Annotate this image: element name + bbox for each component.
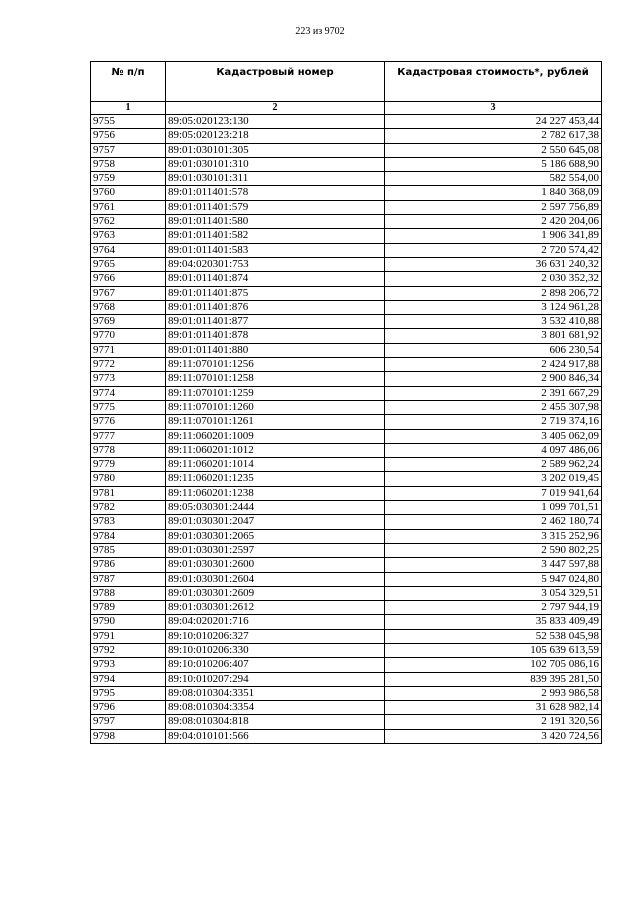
table-row bbox=[91, 215, 602, 229]
row-number-cell: 9770 bbox=[91, 329, 166, 343]
cadastral-number-cell: 89:01:030301:2065 bbox=[166, 529, 385, 543]
row-number-cell: 9768 bbox=[91, 300, 166, 314]
cadastral-number-cell: 89:11:070101:1260 bbox=[166, 400, 385, 414]
table-row bbox=[91, 372, 602, 386]
page-counter: 223 из 9702 bbox=[295, 26, 345, 37]
cadastral-value-cell: 1 906 341,89 bbox=[385, 229, 602, 243]
cadastral-value-cell: 3 315 252,96 bbox=[385, 529, 602, 543]
cadastral-number-cell: 89:01:011401:582 bbox=[166, 229, 385, 243]
cadastral-number-cell: 89:01:011401:875 bbox=[166, 286, 385, 300]
header-cadastral-number: Кадастровый номер bbox=[166, 62, 385, 102]
cadastral-number-cell: 89:01:030301:2604 bbox=[166, 572, 385, 586]
row-number-cell: 9755 bbox=[91, 115, 166, 129]
row-number-cell: 9772 bbox=[91, 358, 166, 372]
table-row bbox=[91, 329, 602, 343]
cadastral-number-cell: 89:04:010101:566 bbox=[166, 729, 385, 743]
column-number-row bbox=[91, 102, 602, 115]
row-number-cell: 9791 bbox=[91, 629, 166, 643]
table-row bbox=[91, 386, 602, 400]
table-row bbox=[91, 672, 602, 686]
row-number-cell: 9778 bbox=[91, 443, 166, 457]
table-row bbox=[91, 715, 602, 729]
table-row bbox=[91, 701, 602, 715]
cadastral-number-cell: 89:01:030301:2597 bbox=[166, 543, 385, 557]
cadastral-value-cell: 2 424 917,88 bbox=[385, 358, 602, 372]
table-row bbox=[91, 601, 602, 615]
column-number-2: 2 bbox=[166, 102, 385, 115]
table-row bbox=[91, 515, 602, 529]
table-header-row bbox=[91, 62, 602, 102]
cadastral-value-cell: 3 405 062,09 bbox=[385, 429, 602, 443]
row-number-cell: 9758 bbox=[91, 157, 166, 171]
table-row bbox=[91, 429, 602, 443]
table-row bbox=[91, 257, 602, 271]
row-number-cell: 9775 bbox=[91, 400, 166, 414]
row-number-cell: 9798 bbox=[91, 729, 166, 743]
cadastral-value-cell: 4 097 486,06 bbox=[385, 443, 602, 457]
row-number-cell: 9776 bbox=[91, 415, 166, 429]
row-number-cell: 9761 bbox=[91, 200, 166, 214]
cadastral-number-cell: 89:01:011401:579 bbox=[166, 200, 385, 214]
table-row bbox=[91, 300, 602, 314]
table-row bbox=[91, 286, 602, 300]
row-number-cell: 9792 bbox=[91, 643, 166, 657]
table-row bbox=[91, 543, 602, 557]
cadastral-number-cell: 89:01:030301:2609 bbox=[166, 586, 385, 600]
row-number-cell: 9759 bbox=[91, 172, 166, 186]
cadastral-value-cell: 2 797 944,19 bbox=[385, 601, 602, 615]
cadastral-number-cell: 89:10:010206:407 bbox=[166, 658, 385, 672]
cadastral-value-cell: 35 833 409,49 bbox=[385, 615, 602, 629]
row-number-cell: 9784 bbox=[91, 529, 166, 543]
row-number-cell: 9787 bbox=[91, 572, 166, 586]
row-number-cell: 9773 bbox=[91, 372, 166, 386]
cadastral-value-cell: 2 900 846,34 bbox=[385, 372, 602, 386]
table-row bbox=[91, 243, 602, 257]
row-number-cell: 9790 bbox=[91, 615, 166, 629]
cadastral-number-cell: 89:11:060201:1012 bbox=[166, 443, 385, 457]
row-number-cell: 9774 bbox=[91, 386, 166, 400]
row-number-cell: 9797 bbox=[91, 715, 166, 729]
cadastral-value-cell: 2 191 320,56 bbox=[385, 715, 602, 729]
cadastral-number-cell: 89:01:011401:876 bbox=[166, 300, 385, 314]
cadastral-value-cell: 24 227 453,44 bbox=[385, 115, 602, 129]
cadastral-value-cell: 2 782 617,38 bbox=[385, 129, 602, 143]
table-row bbox=[91, 157, 602, 171]
cadastral-number-cell: 89:04:020301:753 bbox=[166, 257, 385, 271]
cadastral-value-cell: 102 705 086,16 bbox=[385, 658, 602, 672]
cadastral-number-cell: 89:08:010304:3354 bbox=[166, 701, 385, 715]
table-row bbox=[91, 115, 602, 129]
table-row bbox=[91, 501, 602, 515]
row-number-cell: 9762 bbox=[91, 215, 166, 229]
cadastral-number-cell: 89:11:070101:1261 bbox=[166, 415, 385, 429]
cadastral-value-cell: 3 124 961,28 bbox=[385, 300, 602, 314]
table-row bbox=[91, 272, 602, 286]
row-number-cell: 9780 bbox=[91, 472, 166, 486]
table-row bbox=[91, 615, 602, 629]
row-number-cell: 9782 bbox=[91, 501, 166, 515]
cadastral-value-cell: 1 840 368,09 bbox=[385, 186, 602, 200]
row-number-cell: 9771 bbox=[91, 343, 166, 357]
cadastral-value-cell: 5 947 024,80 bbox=[385, 572, 602, 586]
cadastral-number-cell: 89:01:030301:2612 bbox=[166, 601, 385, 615]
cadastral-value-cell: 2 898 206,72 bbox=[385, 286, 602, 300]
cadastral-value-cell: 2 030 352,32 bbox=[385, 272, 602, 286]
table-row bbox=[91, 343, 602, 357]
cadastral-value-cell: 7 019 941,64 bbox=[385, 486, 602, 500]
column-number-1: 1 bbox=[91, 102, 166, 115]
cadastral-number-cell: 89:08:010304:3351 bbox=[166, 686, 385, 700]
cadastral-value-cell: 839 395 281,50 bbox=[385, 672, 602, 686]
cadastral-value-cell: 2 391 667,29 bbox=[385, 386, 602, 400]
table-row bbox=[91, 572, 602, 586]
cadastral-value-cell: 52 538 045,98 bbox=[385, 629, 602, 643]
cadastral-number-cell: 89:01:011401:874 bbox=[166, 272, 385, 286]
cadastral-number-cell: 89:01:011401:583 bbox=[166, 243, 385, 257]
cadastral-value-cell: 2 589 962,24 bbox=[385, 458, 602, 472]
table-row bbox=[91, 629, 602, 643]
table-row bbox=[91, 458, 602, 472]
cadastral-value-cell: 2 420 204,06 bbox=[385, 215, 602, 229]
cadastral-value-cell: 2 550 645,08 bbox=[385, 143, 602, 157]
header-row-number: № п/п bbox=[91, 62, 166, 102]
row-number-cell: 9760 bbox=[91, 186, 166, 200]
row-number-cell: 9763 bbox=[91, 229, 166, 243]
row-number-cell: 9764 bbox=[91, 243, 166, 257]
cadastral-number-cell: 89:01:030101:310 bbox=[166, 157, 385, 171]
table-row bbox=[91, 315, 602, 329]
cadastral-number-cell: 89:01:030301:2600 bbox=[166, 558, 385, 572]
table-row bbox=[91, 172, 602, 186]
cadastral-value-table bbox=[90, 61, 602, 744]
cadastral-value-cell: 2 462 180,74 bbox=[385, 515, 602, 529]
row-number-cell: 9765 bbox=[91, 257, 166, 271]
table-row bbox=[91, 586, 602, 600]
table-row bbox=[91, 529, 602, 543]
table-body bbox=[91, 115, 602, 744]
row-number-cell: 9793 bbox=[91, 658, 166, 672]
cadastral-number-cell: 89:05:030301:2444 bbox=[166, 501, 385, 515]
row-number-cell: 9769 bbox=[91, 315, 166, 329]
cadastral-number-cell: 89:05:020123:218 bbox=[166, 129, 385, 143]
cadastral-number-cell: 89:11:060201:1014 bbox=[166, 458, 385, 472]
cadastral-value-cell: 2 597 756,89 bbox=[385, 200, 602, 214]
cadastral-value-cell: 606 230,54 bbox=[385, 343, 602, 357]
cadastral-number-cell: 89:11:070101:1259 bbox=[166, 386, 385, 400]
row-number-cell: 9795 bbox=[91, 686, 166, 700]
table-row bbox=[91, 415, 602, 429]
row-number-cell: 9767 bbox=[91, 286, 166, 300]
table-row bbox=[91, 443, 602, 457]
cadastral-value-cell: 3 447 597,88 bbox=[385, 558, 602, 572]
cadastral-number-cell: 89:11:060201:1238 bbox=[166, 486, 385, 500]
row-number-cell: 9783 bbox=[91, 515, 166, 529]
row-number-cell: 9779 bbox=[91, 458, 166, 472]
cadastral-number-cell: 89:01:011401:880 bbox=[166, 343, 385, 357]
cadastral-value-cell: 2 590 802,25 bbox=[385, 543, 602, 557]
cadastral-value-cell: 1 099 701,51 bbox=[385, 501, 602, 515]
cadastral-value-cell: 5 186 688,90 bbox=[385, 157, 602, 171]
row-number-cell: 9786 bbox=[91, 558, 166, 572]
cadastral-value-cell: 2 993 986,58 bbox=[385, 686, 602, 700]
table-row bbox=[91, 129, 602, 143]
cadastral-number-cell: 89:01:011401:580 bbox=[166, 215, 385, 229]
table-row bbox=[91, 686, 602, 700]
table-row bbox=[91, 729, 602, 743]
cadastral-number-cell: 89:11:060201:1009 bbox=[166, 429, 385, 443]
cadastral-number-cell: 89:01:011401:578 bbox=[166, 186, 385, 200]
cadastral-number-cell: 89:08:010304:818 bbox=[166, 715, 385, 729]
row-number-cell: 9785 bbox=[91, 543, 166, 557]
row-number-cell: 9788 bbox=[91, 586, 166, 600]
table-row bbox=[91, 558, 602, 572]
cadastral-value-cell: 3 202 019,45 bbox=[385, 472, 602, 486]
row-number-cell: 9789 bbox=[91, 601, 166, 615]
table-row bbox=[91, 472, 602, 486]
cadastral-number-cell: 89:11:070101:1256 bbox=[166, 358, 385, 372]
cadastral-value-cell: 31 628 982,14 bbox=[385, 701, 602, 715]
column-number-3: 3 bbox=[385, 102, 602, 115]
table-row bbox=[91, 400, 602, 414]
cadastral-value-cell: 2 720 574,42 bbox=[385, 243, 602, 257]
cadastral-value-cell: 3 420 724,56 bbox=[385, 729, 602, 743]
cadastral-value-cell: 2 455 307,98 bbox=[385, 400, 602, 414]
cadastral-number-cell: 89:11:060201:1235 bbox=[166, 472, 385, 486]
table-row bbox=[91, 229, 602, 243]
cadastral-number-cell: 89:10:010206:330 bbox=[166, 643, 385, 657]
table-row bbox=[91, 658, 602, 672]
cadastral-value-cell: 105 639 613,59 bbox=[385, 643, 602, 657]
row-number-cell: 9756 bbox=[91, 129, 166, 143]
row-number-cell: 9781 bbox=[91, 486, 166, 500]
table-row bbox=[91, 143, 602, 157]
cadastral-value-cell: 3 801 681,92 bbox=[385, 329, 602, 343]
cadastral-number-cell: 89:01:030101:305 bbox=[166, 143, 385, 157]
table-row bbox=[91, 186, 602, 200]
cadastral-value-cell: 36 631 240,32 bbox=[385, 257, 602, 271]
cadastral-number-cell: 89:10:010206:327 bbox=[166, 629, 385, 643]
row-number-cell: 9777 bbox=[91, 429, 166, 443]
cadastral-number-cell: 89:11:070101:1258 bbox=[166, 372, 385, 386]
cadastral-number-cell: 89:01:011401:878 bbox=[166, 329, 385, 343]
cadastral-number-cell: 89:04:020201:716 bbox=[166, 615, 385, 629]
cadastral-number-cell: 89:10:010207:294 bbox=[166, 672, 385, 686]
table-row bbox=[91, 200, 602, 214]
cadastral-value-cell: 582 554,00 bbox=[385, 172, 602, 186]
row-number-cell: 9757 bbox=[91, 143, 166, 157]
cadastral-value-cell: 2 719 374,16 bbox=[385, 415, 602, 429]
row-number-cell: 9794 bbox=[91, 672, 166, 686]
cadastral-number-cell: 89:01:011401:877 bbox=[166, 315, 385, 329]
table-row bbox=[91, 358, 602, 372]
cadastral-value-cell: 3 054 329,51 bbox=[385, 586, 602, 600]
table-row bbox=[91, 643, 602, 657]
cadastral-number-cell: 89:05:020123:130 bbox=[166, 115, 385, 129]
row-number-cell: 9796 bbox=[91, 701, 166, 715]
cadastral-value-cell: 3 532 410,88 bbox=[385, 315, 602, 329]
row-number-cell: 9766 bbox=[91, 272, 166, 286]
table-row bbox=[91, 486, 602, 500]
header-cadastral-value: Кадастровая стоимость*, рублей bbox=[385, 62, 602, 102]
cadastral-number-cell: 89:01:030101:311 bbox=[166, 172, 385, 186]
cadastral-number-cell: 89:01:030301:2047 bbox=[166, 515, 385, 529]
